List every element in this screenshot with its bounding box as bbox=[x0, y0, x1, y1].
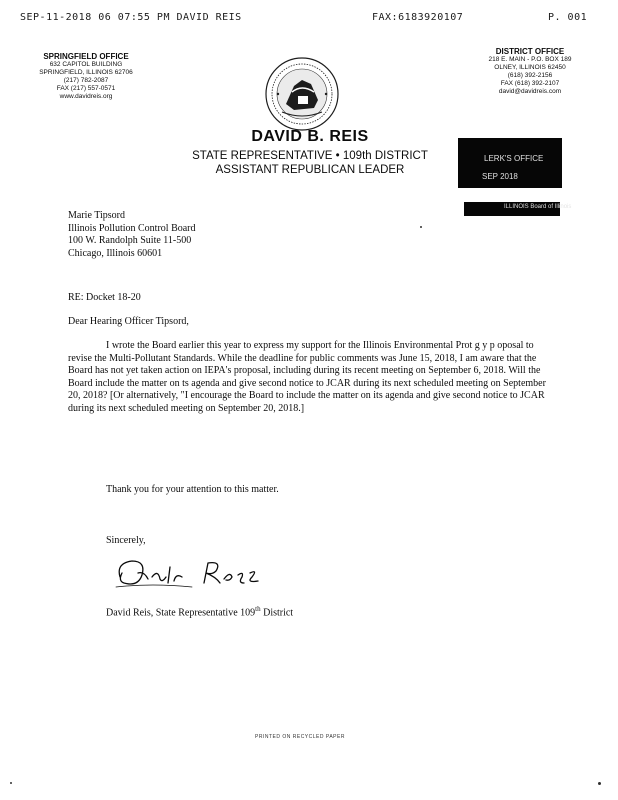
representative-title: STATE REPRESENTATIVE • 109th DISTRICT bbox=[192, 150, 428, 162]
springfield-phone: (217) 782-2087 bbox=[63, 77, 109, 84]
representative-name: DAVID B. REIS bbox=[251, 128, 369, 145]
recycled-paper-footer: PRINTED ON RECYCLED PAPER bbox=[255, 734, 345, 740]
letterhead bbox=[160, 128, 460, 177]
scan-speck bbox=[10, 782, 12, 784]
signature-tail: District bbox=[260, 607, 294, 619]
re-line: RE: Docket 18-20 bbox=[68, 292, 141, 303]
body-paragraph: I wrote the Board earlier this year to express my support for the Illinois Environmental Prot g y p oposal to revise the Multi-Pollutant Standards. While the deadline for public comments was June 15, 2018, I am aware that the Board has not yet taken action on IEPA's proposal, including during its recent meeting on September 6, 2018. Will the Board include the matter on ts agenda and give second notice to JCAR during its next scheduled meeting on September 20, 2018? [Or alternatively, "I encourage the Board to include the matter on its agenda and give second notice to JCAR during its next scheduled meeting on September 20, 2018.] bbox=[68, 340, 546, 414]
springfield-city-line: SPRINGFIELD, ILLINOIS 62706 bbox=[39, 69, 133, 76]
springfield-website: www.davidreis.org bbox=[59, 93, 113, 100]
thanks-line: Thank you for your attention to this matter. bbox=[106, 484, 279, 495]
fax-page-number: P. 001 bbox=[548, 12, 588, 23]
district-office bbox=[462, 47, 598, 96]
fax-number: FAX:6183920107 bbox=[372, 12, 464, 23]
board-stamp bbox=[464, 202, 572, 216]
closing: Sincerely, bbox=[106, 535, 146, 546]
letter-body bbox=[68, 340, 548, 415]
springfield-fax: FAX (217) 557-0571 bbox=[56, 85, 116, 92]
state-seal-icon bbox=[264, 56, 340, 132]
district-city-line: OLNEY, ILLINOIS 62450 bbox=[494, 64, 566, 71]
recipient-name: Marie Tipsord bbox=[68, 210, 125, 221]
received-stamp bbox=[458, 138, 562, 188]
scan-speck bbox=[420, 226, 422, 228]
signature-name: David Reis, State Representative 109 bbox=[106, 607, 256, 619]
signature bbox=[112, 553, 272, 593]
scan-speck bbox=[598, 782, 601, 785]
district-address-line: 218 E. MAIN - P.O. BOX 189 bbox=[488, 56, 572, 63]
recipient-city: Chicago, Illinois 60601 bbox=[68, 247, 163, 259]
fax-date-time: SEP-11-2018 06 07:55 PM DAVID REIS bbox=[20, 12, 242, 23]
received-stamp-text: LERK'S OFFICE bbox=[484, 154, 544, 163]
district-email: david@davidreis.com bbox=[498, 88, 562, 95]
signature-suffix: th bbox=[255, 605, 261, 613]
signature-line bbox=[106, 603, 293, 620]
recipient-address bbox=[68, 210, 196, 260]
springfield-address-line: 632 CAPITOL BUILDING bbox=[49, 61, 123, 68]
recipient-street: 100 W. Randolph Suite 11-500 bbox=[68, 235, 192, 246]
springfield-office bbox=[18, 52, 154, 101]
received-stamp-date: SEP 2018 bbox=[482, 172, 518, 181]
springfield-office-title: SPRINGFIELD OFFICE bbox=[43, 52, 129, 61]
leader-title: ASSISTANT REPUBLICAN LEADER bbox=[215, 164, 405, 176]
district-fax: FAX (618) 392-2107 bbox=[500, 80, 560, 87]
board-stamp-text: ILLINOIS Board of Illinois bbox=[504, 204, 572, 210]
district-office-title: DISTRICT OFFICE bbox=[495, 47, 565, 56]
salutation: Dear Hearing Officer Tipsord, bbox=[68, 316, 189, 327]
district-phone: (618) 392-2156 bbox=[507, 72, 553, 79]
recipient-org: Illinois Pollution Control Board bbox=[68, 222, 196, 234]
